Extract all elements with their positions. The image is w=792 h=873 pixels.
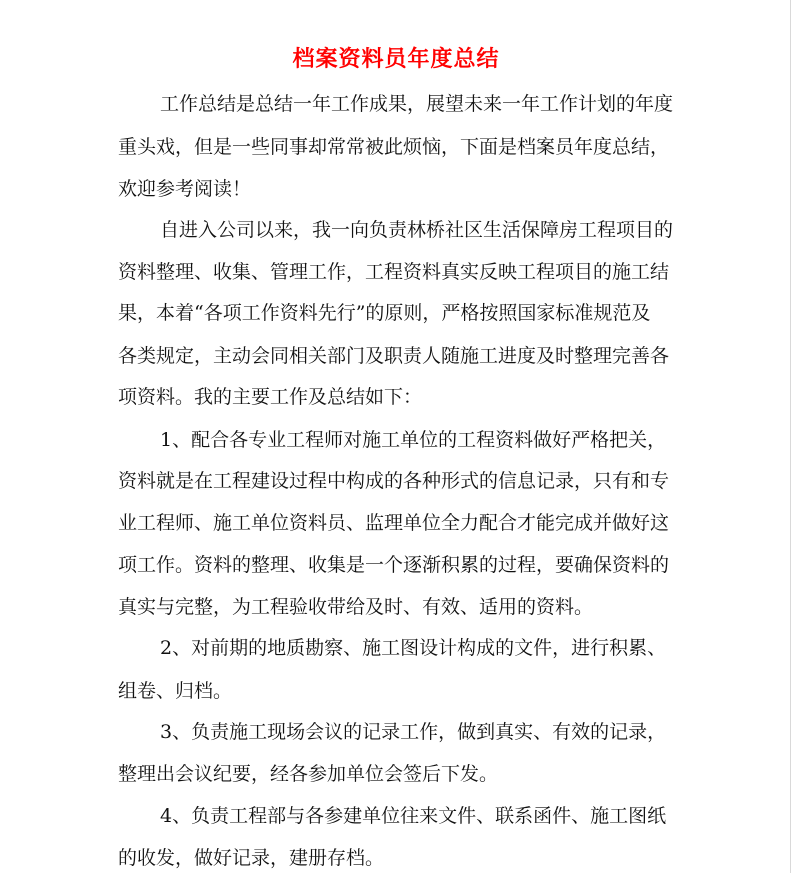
paragraph-line: 组卷、归档。 bbox=[118, 680, 233, 702]
paragraph-line: 4、负责工程部与各参建单位往来文件、联系函件、施工图纸 bbox=[160, 805, 667, 827]
document-title: 档案资料员年度总结 bbox=[292, 46, 500, 72]
paragraph-line: 各类规定，主动会同相关部门及职责人随施工进度及时整理完善各 bbox=[118, 345, 670, 367]
paragraph-line: 项资料。我的主要工作及总结如下： bbox=[118, 386, 423, 408]
paragraph-line: 果，本着“各项工作资料先行”的原则，严格按照国家标准规范及 bbox=[118, 302, 651, 324]
paragraph-line: 工作总结是总结一年工作成果，展望未来一年工作计划的年度 bbox=[160, 93, 674, 115]
paragraph-line: 真实与完整，为工程验收带给及时、有效、适用的资料。 bbox=[118, 596, 594, 618]
paragraph-line: 的收发，做好记录，建册存档。 bbox=[118, 847, 385, 869]
paragraph-line: 整理出会议纪要，经各参加单位会签后下发。 bbox=[118, 763, 499, 785]
paragraph-line: 3、负责施工现场会议的记录工作，做到真实、有效的记录， bbox=[160, 721, 667, 743]
paragraph-line: 重头戏，但是一些同事却常常被此烦恼，下面是档案员年度总结， bbox=[118, 136, 670, 158]
paragraph-line: 自进入公司以来，我一向负责林桥社区生活保障房工程项目的 bbox=[160, 219, 674, 241]
paragraph-line: 欢迎参考阅读！ bbox=[118, 178, 252, 200]
paragraph-line: 2、对前期的地质勘察、施工图设计构成的文件，进行积累、 bbox=[160, 637, 667, 659]
paragraph-line: 资料就是在工程建设过程中构成的各种形式的信息记录，只有和专 bbox=[118, 470, 670, 492]
paragraph-line: 业工程师、施工单位资料员、监理单位全力配合才能完成并做好这 bbox=[118, 512, 670, 534]
paragraph-line: 1、配合各专业工程师对施工单位的工程资料做好严格把关， bbox=[160, 429, 667, 451]
paragraph-line: 项工作。资料的整理、收集是一个逐渐积累的过程，要确保资料的 bbox=[118, 554, 670, 576]
paragraph-line: 资料整理、收集、管理工作，工程资料真实反映工程项目的施工结 bbox=[118, 261, 670, 283]
